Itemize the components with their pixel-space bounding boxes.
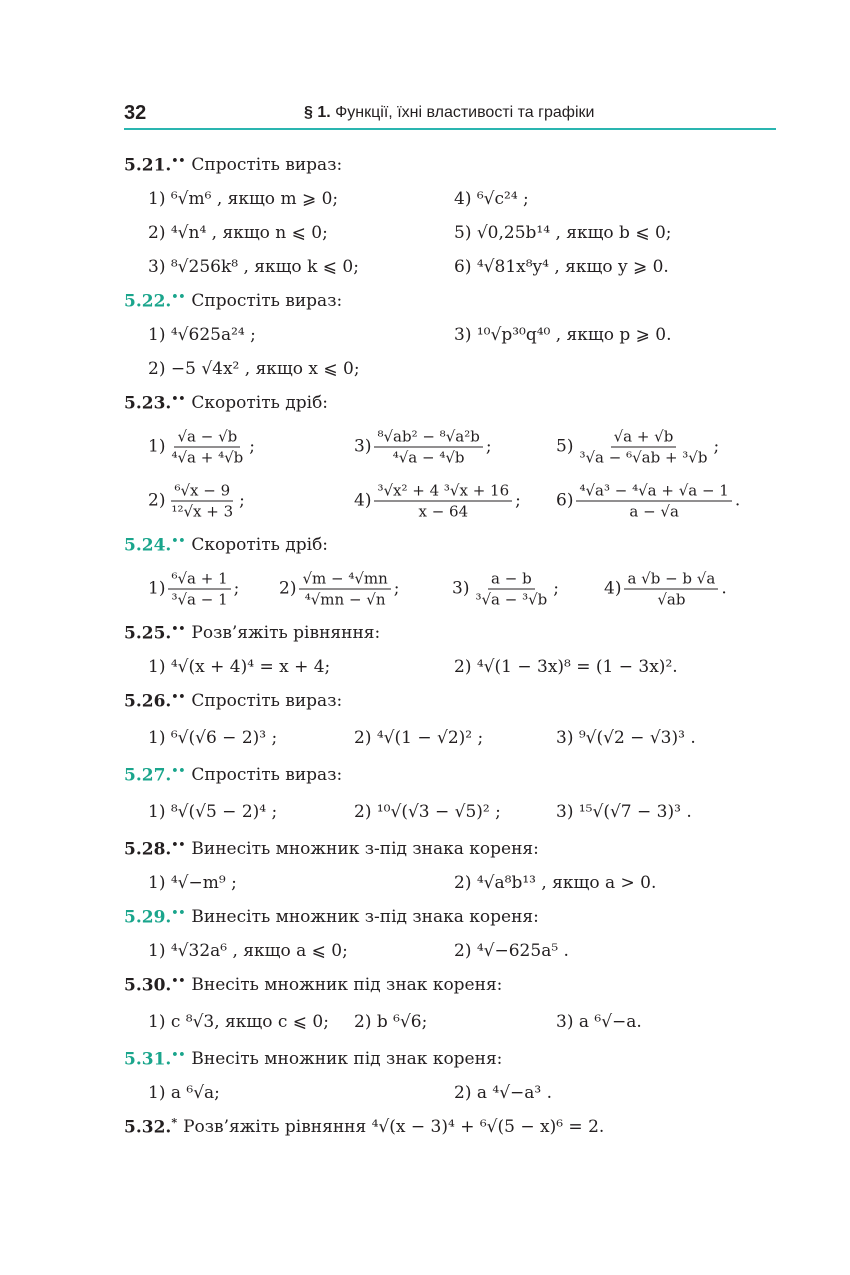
exercise-heading xyxy=(124,528,764,562)
exercise-heading xyxy=(124,1110,764,1144)
exercise-title: Спростіть вираз: xyxy=(191,155,343,175)
task-label: 5) xyxy=(556,436,574,457)
task-label: 4) xyxy=(604,578,622,599)
exercise-number-text: 5.22. xyxy=(124,291,172,312)
exercise-heading xyxy=(124,968,764,1002)
exercise-number-text: 5.29. xyxy=(124,907,172,928)
exercise-title: Винесіть множник з-під знака кореня: xyxy=(191,839,539,859)
difficulty-mark: •• xyxy=(171,534,186,548)
fraction xyxy=(168,482,236,521)
exercise-number xyxy=(124,622,185,644)
difficulty-mark: •• xyxy=(171,974,186,988)
exercise-number-text: 5.21. xyxy=(124,155,172,176)
exercise-number xyxy=(124,974,185,996)
fraction-row xyxy=(124,562,764,616)
exercise-title: Спростіть вираз: xyxy=(191,291,343,311)
task-item: 3) ⁹√(√2 − √3)³ . xyxy=(556,728,696,748)
task-item: 6) ⁴√81x⁸y⁴ , якщо y ⩾ 0. xyxy=(454,257,669,277)
task-row xyxy=(124,318,764,352)
difficulty-mark: •• xyxy=(171,622,186,636)
punctuation: ; xyxy=(393,578,400,599)
task-item: 3) ¹⁰√p³⁰q⁴⁰ , якщо p ⩾ 0. xyxy=(454,325,672,345)
exercise-number-text: 5.25. xyxy=(124,623,172,644)
task-row xyxy=(124,250,764,284)
task-item: 2) ⁴√(1 − √2)² ; xyxy=(354,728,484,748)
punctuation: ; xyxy=(233,578,240,599)
punctuation: . xyxy=(734,490,741,511)
exercise-heading xyxy=(124,386,764,420)
exercise-list xyxy=(124,148,764,1144)
task-item: 5) √0,25b¹⁴ , якщо b ⩽ 0; xyxy=(454,223,672,243)
exercise-title: Внесіть множник під знак кореня: xyxy=(191,975,503,995)
exercise-number xyxy=(124,838,185,860)
exercise-number-text: 5.31. xyxy=(124,1049,172,1070)
exercise-number-text: 5.26. xyxy=(124,691,172,712)
punctuation: ; xyxy=(713,436,720,457)
difficulty-mark: •• xyxy=(171,154,186,168)
fraction-item xyxy=(354,482,521,521)
exercise-heading xyxy=(124,616,764,650)
fraction-item xyxy=(556,482,740,521)
punctuation: ; xyxy=(485,436,492,457)
numerator: √m − ⁴√mn xyxy=(299,570,390,590)
exercise-number xyxy=(124,1116,177,1138)
task-row xyxy=(124,650,764,684)
exercise-number xyxy=(124,690,185,712)
numerator: √a + √b xyxy=(611,428,677,448)
numerator: ⁸√ab² − ⁸√a²b xyxy=(374,428,482,448)
exercise-number xyxy=(124,906,185,928)
difficulty-mark: •• xyxy=(171,906,186,920)
fraction-item xyxy=(148,428,255,467)
exercise-number-text: 5.28. xyxy=(124,839,172,860)
punctuation: ; xyxy=(249,436,255,457)
fraction xyxy=(624,570,718,609)
exercise-heading xyxy=(124,284,764,318)
fraction-item xyxy=(148,570,239,609)
task-row xyxy=(124,1002,764,1042)
fraction-item xyxy=(604,570,727,609)
exercise-number xyxy=(124,1048,185,1070)
denominator: ³√a − ⁶√ab + ³√b xyxy=(579,448,708,467)
task-item: 3) ¹⁵√(√7 − 3)³ . xyxy=(556,802,692,822)
denominator: ³√a − 1 xyxy=(171,590,228,609)
fraction xyxy=(374,482,512,521)
task-item: 2) b ⁶√6; xyxy=(354,1012,428,1032)
task-label: 6) xyxy=(556,490,574,511)
task-item: 1) ⁶√m⁶ , якщо m ⩾ 0; xyxy=(148,189,339,209)
numerator: a − b xyxy=(488,570,535,590)
fraction xyxy=(168,570,230,609)
task-item: 1) a ⁶√a; xyxy=(148,1083,220,1103)
exercise-title: Спростіть вираз: xyxy=(191,691,343,711)
task-row xyxy=(124,792,764,832)
exercise-heading xyxy=(124,1042,764,1076)
fraction xyxy=(299,570,390,609)
header-rule xyxy=(124,128,776,130)
exercise-title: Розв’яжіть рівняння ⁴√(x − 3)⁴ + ⁶√(5 − x)⁶ = 2. xyxy=(183,1117,605,1137)
punctuation: ; xyxy=(515,490,521,511)
section-title xyxy=(304,104,594,122)
exercise-number-text: 5.27. xyxy=(124,765,172,786)
fraction-item xyxy=(452,570,559,609)
fraction-item xyxy=(148,482,245,521)
task-item: 3) ⁸√256k⁸ , якщо k ⩽ 0; xyxy=(148,257,359,277)
numerator: ⁶√x − 9 xyxy=(171,482,233,502)
punctuation: . xyxy=(721,578,727,599)
task-item: 1) ⁶√(√6 − 2)³ ; xyxy=(148,728,278,748)
fraction-row xyxy=(124,420,764,474)
fraction-item xyxy=(279,570,400,609)
exercise-heading xyxy=(124,900,764,934)
exercise-number xyxy=(124,534,185,556)
task-item: 1) ⁸√(√5 − 2)⁴ ; xyxy=(148,802,278,822)
exercise-title: Скоротіть дріб: xyxy=(191,535,329,555)
exercise-title: Винесіть множник з-під знака кореня: xyxy=(191,907,539,927)
task-label: 1) xyxy=(148,436,166,457)
task-row xyxy=(124,352,764,386)
denominator: ⁴√mn − √n xyxy=(304,590,386,609)
numerator: √a − √b xyxy=(174,428,240,448)
task-item: 2) ⁴√n⁴ , якщо n ⩽ 0; xyxy=(148,223,328,243)
fraction xyxy=(576,482,731,521)
denominator: √ab xyxy=(657,590,686,609)
task-item: 3) a ⁶√−a. xyxy=(556,1012,642,1032)
difficulty-mark: •• xyxy=(171,1048,186,1062)
task-item: 1) ⁴√(x + 4)⁴ = x + 4; xyxy=(148,657,331,677)
exercise-number xyxy=(124,154,185,176)
numerator: ⁴√a³ − ⁴√a + √a − 1 xyxy=(576,482,731,502)
page-number: 32 xyxy=(124,102,147,124)
task-label: 2) xyxy=(279,578,297,599)
fraction-item xyxy=(556,428,719,467)
page-header xyxy=(124,98,776,130)
task-item: 2) a ⁴√−a³ . xyxy=(454,1083,553,1103)
task-item: 2) ¹⁰√(√3 − √5)² ; xyxy=(354,802,501,822)
exercise-number-text: 5.23. xyxy=(124,393,172,414)
task-item: 1) ⁴√32a⁶ , якщо a ⩽ 0; xyxy=(148,941,348,961)
difficulty-mark: * xyxy=(171,1116,178,1130)
exercise-number-text: 5.32. xyxy=(124,1117,172,1138)
fraction-row xyxy=(124,474,764,528)
task-label: 4) xyxy=(354,490,372,511)
fraction-item xyxy=(354,428,492,467)
task-item: 2) ⁴√a⁸b¹³ , якщо a > 0. xyxy=(454,873,657,893)
fraction xyxy=(168,428,246,467)
task-item: 1) ⁴√625a²⁴ ; xyxy=(148,325,256,345)
exercise-number xyxy=(124,392,185,414)
numerator: ⁶√a + 1 xyxy=(168,570,230,590)
task-row xyxy=(124,182,764,216)
exercise-title: Скоротіть дріб: xyxy=(191,393,329,413)
exercise-heading xyxy=(124,832,764,866)
fraction xyxy=(472,570,550,609)
exercise-number-text: 5.24. xyxy=(124,535,172,556)
task-item: 1) ⁴√−m⁹ ; xyxy=(148,873,237,893)
task-row xyxy=(124,934,764,968)
exercise-title: Внесіть множник під знак кореня: xyxy=(191,1049,503,1069)
numerator: a √b − b √a xyxy=(624,570,718,590)
task-item: 4) ⁶√c²⁴ ; xyxy=(454,189,529,209)
exercise-heading xyxy=(124,148,764,182)
task-row xyxy=(124,718,764,758)
denominator: ⁴√a − ⁴√b xyxy=(392,448,465,467)
section-title-text: Функції, їхні властивості та графіки xyxy=(335,104,595,121)
exercise-number-text: 5.30. xyxy=(124,975,172,996)
denominator: ³√a − ³√b xyxy=(475,590,548,609)
exercise-heading xyxy=(124,684,764,718)
difficulty-mark: •• xyxy=(171,838,186,852)
task-item: 2) ⁴√−625a⁵ . xyxy=(454,941,569,961)
task-label: 3) xyxy=(452,578,470,599)
exercise-title: Спростіть вираз: xyxy=(191,765,343,785)
task-item: 2) ⁴√(1 − 3x)⁸ = (1 − 3x)². xyxy=(454,657,678,677)
task-item: 2) −5 √4x² , якщо x ⩽ 0; xyxy=(148,359,360,379)
difficulty-mark: •• xyxy=(171,392,186,406)
task-row xyxy=(124,216,764,250)
denominator: x − 64 xyxy=(418,502,469,521)
denominator: a − √a xyxy=(629,502,679,521)
fraction xyxy=(576,428,710,467)
fraction xyxy=(374,428,482,467)
exercise-number xyxy=(124,290,185,312)
punctuation: ; xyxy=(553,578,559,599)
task-label: 3) xyxy=(354,436,372,457)
difficulty-mark: •• xyxy=(171,764,186,778)
difficulty-mark: •• xyxy=(171,290,186,304)
difficulty-mark: •• xyxy=(171,690,186,704)
task-label: 2) xyxy=(148,490,166,511)
exercise-number xyxy=(124,764,185,786)
denominator: ¹²√x + 3 xyxy=(171,502,234,521)
task-label: 1) xyxy=(148,578,166,599)
task-row xyxy=(124,866,764,900)
punctuation: ; xyxy=(239,490,245,511)
section-mark: § 1. xyxy=(304,104,331,121)
exercise-heading xyxy=(124,758,764,792)
task-item: 1) c ⁸√3, якщо c ⩽ 0; xyxy=(148,1012,329,1032)
task-row xyxy=(124,1076,764,1110)
denominator: ⁴√a + ⁴√b xyxy=(171,448,244,467)
numerator: ³√x² + 4 ³√x + 16 xyxy=(374,482,512,502)
exercise-title: Розв’яжіть рівняння: xyxy=(191,623,381,643)
